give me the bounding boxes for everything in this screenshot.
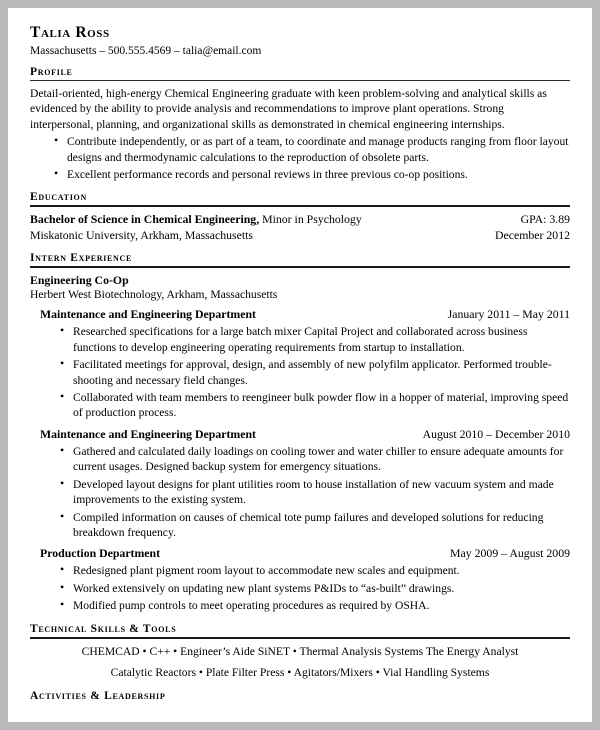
section-heading-education: Education xyxy=(30,191,87,204)
list-item: • Compiled information on causes of chemical tote pump failures and developed solutions for reducing breakdown frequency. xyxy=(60,510,570,541)
list-item: • Developed layout designs for plant utilities room to house installation of new vacuum system and made improvements to the existing system. xyxy=(60,477,570,508)
experience-employer: Herbert West Biotechnology, Arkham, Massachusetts xyxy=(30,288,278,302)
experience-bullet-list xyxy=(30,324,570,420)
skills-line-1: CHEMCAD • C++ • Engineer’s Aide SiNET • Thermal Analysis Systems The Energy Analyst xyxy=(81,644,519,658)
education-gpa: GPA: 3.89 xyxy=(520,212,570,227)
list-item: • Researched specifications for a large batch mixer Capital Project and collaborated across business functions to develop engineering operating requirements from startup to installation. xyxy=(60,324,570,355)
list-item: • Worked extensively on updating new plant systems P&IDs to “as-built” drawings. xyxy=(60,581,570,596)
experience-dates: August 2010 – December 2010 xyxy=(422,426,570,441)
experience-bullet-list xyxy=(30,563,570,613)
experience-entry-header xyxy=(30,307,570,322)
list-item: • Collaborated with team members to reengineer bulk powder flow in a hopper of material, improving speed of production process. xyxy=(60,390,570,421)
section-heading-activities: Activities & Leadership xyxy=(30,690,166,700)
resume-page xyxy=(8,8,592,722)
section-heading-experience: Intern Experience xyxy=(30,252,133,265)
experience-department: Maintenance and Engineering Department xyxy=(40,426,256,441)
section-heading-profile: Profile xyxy=(30,66,73,78)
skills-line-2: Catalytic Reactors • Plate Filter Press • Agitators/Mixers • Vial Handling Systems xyxy=(110,665,490,679)
divider xyxy=(30,80,570,81)
education-degree-main: Bachelor of Science in Chemical Engineering, xyxy=(30,212,260,227)
profile-summary: Detail-oriented, high-energy Chemical Engineering graduate with keen problem-solving and analytical skills as evidenced by the ability to provide analysis and recommendations to improve plant operations. Strong interpersonal, planning, and organizational skills as demonstrated in chemical engineering internships. xyxy=(30,87,547,131)
education-school-row xyxy=(30,228,570,243)
contact-line: Massachusetts – 500.555.4569 – talia@email.com xyxy=(30,45,262,57)
list-item: • Modified pump controls to meet operating procedures as required by OSHA. xyxy=(60,598,570,613)
experience-entry-header xyxy=(30,427,570,442)
experience-job-title: Engineering Co-Op xyxy=(30,273,129,288)
list-item: • Contribute independently, or as part of a team, to coordinate and manage products ranging from floor layout designs and thermodynamic calculations to the reproduction of obsolete parts. xyxy=(54,134,570,165)
experience-dates: May 2009 – August 2009 xyxy=(450,546,570,561)
experience-bullet-list xyxy=(30,444,570,540)
profile-bullet-list xyxy=(30,134,570,182)
education-degree-minor: Minor in Psychology xyxy=(259,212,362,227)
experience-dates: January 2011 – May 2011 xyxy=(447,307,570,322)
page-title: Talia Ross xyxy=(30,24,110,41)
experience-department: Maintenance and Engineering Department xyxy=(40,307,256,322)
list-item: • Redesigned plant pigment room layout to accommodate new scales and equipment. xyxy=(60,563,570,578)
experience-entry-header xyxy=(30,546,570,561)
divider xyxy=(30,637,570,639)
education-date: December 2012 xyxy=(494,228,570,243)
education-degree-row xyxy=(30,212,570,227)
experience-department: Production Department xyxy=(40,546,161,561)
divider xyxy=(30,205,570,207)
section-heading-skills: Technical Skills & Tools xyxy=(30,622,177,635)
list-item: • Facilitated meetings for approval, design, and assembly of new polyfilm applicator. Performed trouble-shooting and necessary field changes. xyxy=(60,357,570,388)
education-school: Miskatonic University, Arkham, Massachusetts xyxy=(30,228,254,243)
education-degree xyxy=(30,212,362,227)
divider xyxy=(30,266,570,268)
list-item: • Gathered and calculated daily loadings on cooling tower and water chiller to ensure adequate amounts for current usages. Designed backup system for emergency situations. xyxy=(60,444,570,475)
list-item: • Excellent performance records and personal reviews in three previous co-op positions. xyxy=(54,167,570,182)
